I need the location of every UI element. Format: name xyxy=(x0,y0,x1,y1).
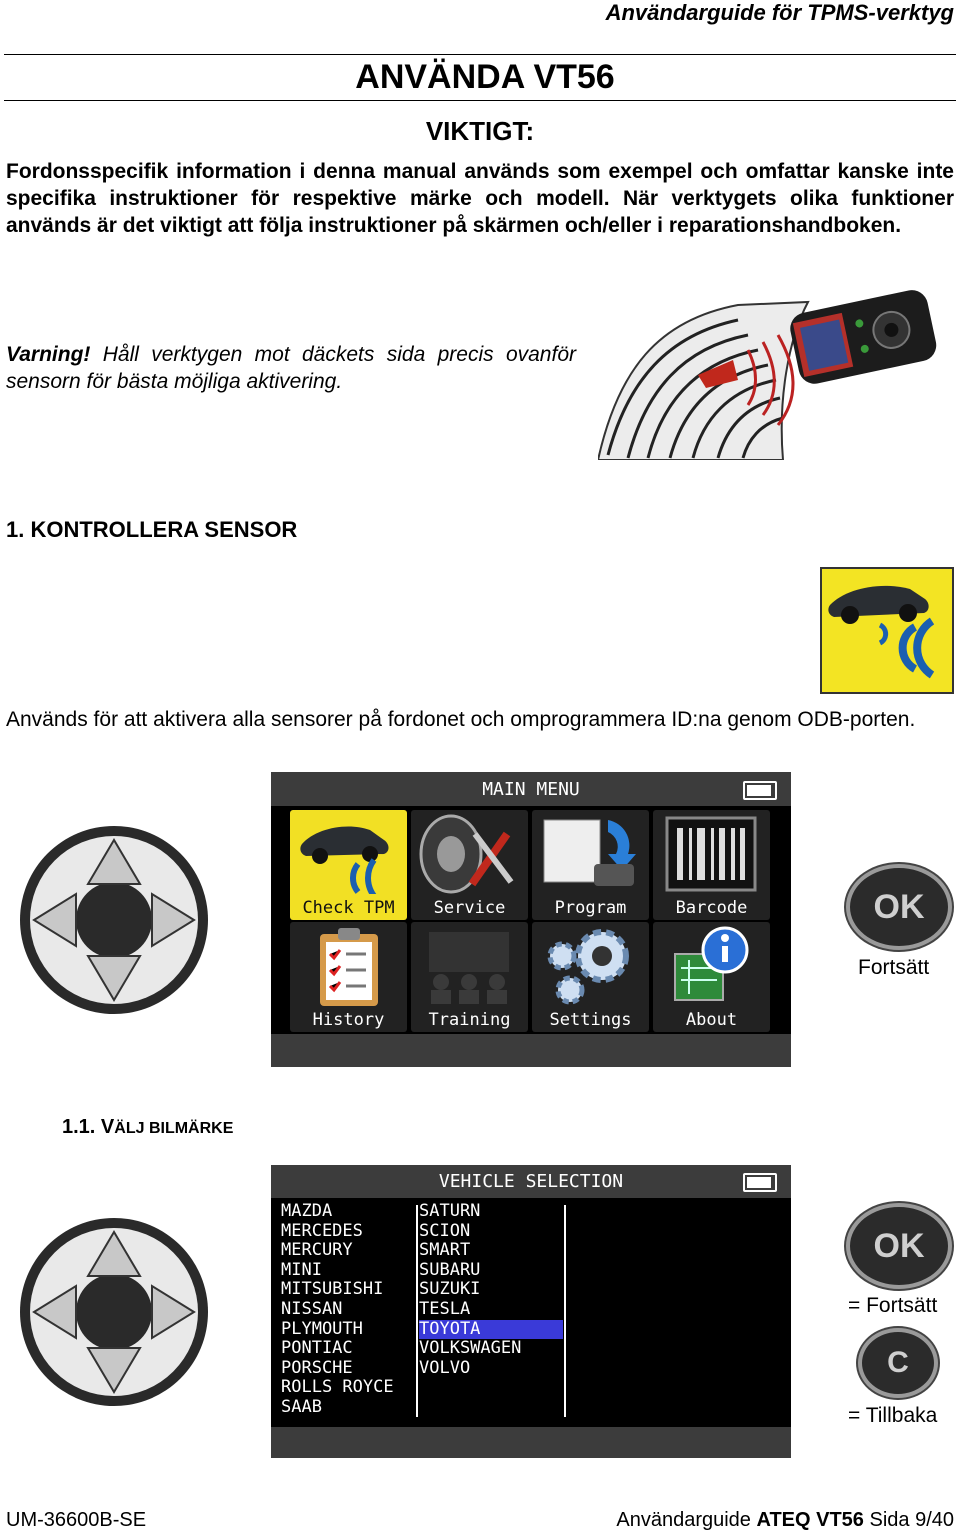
tile-barcode[interactable] xyxy=(653,810,770,920)
brand-list-item-selected[interactable]: TOYOTA xyxy=(419,1320,563,1340)
direction-pad[interactable] xyxy=(12,822,216,1018)
brand-list-item[interactable]: PORSCHE xyxy=(281,1357,353,1378)
gear-icon xyxy=(540,926,640,1008)
vehicle-selection-screen xyxy=(271,1165,791,1458)
tile-label: Service xyxy=(433,898,506,918)
tire-wrench-icon xyxy=(417,814,521,894)
header-title: Användarguide för TPMS-verktyg xyxy=(605,0,954,25)
screen-footer-bar xyxy=(271,1034,791,1067)
brand-list-item[interactable]: MITSUBISHI xyxy=(281,1279,384,1300)
screen-title: VEHICLE SELECTION xyxy=(438,1171,624,1192)
info-icon xyxy=(669,924,759,1008)
footer-page-info xyxy=(616,1509,954,1532)
brand-list-item[interactable]: PLYMOUTH xyxy=(281,1318,363,1339)
tile-label: History xyxy=(312,1010,385,1030)
screen-title: MAIN MENU xyxy=(482,779,580,800)
brand-list-item[interactable]: SUBARU xyxy=(419,1259,481,1280)
brand-list-item[interactable]: ROLLS ROYCE xyxy=(281,1377,394,1398)
back-button[interactable]: C xyxy=(858,1328,938,1398)
brand-list-item[interactable]: NISSAN xyxy=(281,1298,343,1319)
header-rule xyxy=(4,54,956,55)
brand-list-item[interactable]: MERCEDES xyxy=(281,1220,363,1241)
section-title: 1. KONTROLLERA SENSOR xyxy=(6,517,298,542)
battery-icon xyxy=(743,1173,777,1192)
subsection-title-rest: ÄLJ BILMÄRKE xyxy=(114,1120,234,1137)
tile-settings[interactable] xyxy=(532,922,649,1032)
column-divider xyxy=(416,1205,418,1417)
barcode-icon xyxy=(665,816,757,892)
program-icon xyxy=(538,814,642,894)
column-divider xyxy=(564,1205,566,1417)
tile-service[interactable] xyxy=(411,810,528,920)
tire-tool-illustration xyxy=(598,280,940,460)
brand-list-col2 xyxy=(419,1202,563,1378)
footer-doc-id: UM-36600B-SE xyxy=(6,1509,147,1531)
brand-list-col1 xyxy=(281,1202,413,1418)
warning-text: Håll verktygen mot däckets sida precis ovanför sensorn för bästa möjliga aktivering. xyxy=(6,343,576,393)
brand-list-item[interactable]: SCION xyxy=(419,1220,471,1241)
back-caption: = Tillbaka xyxy=(848,1404,938,1427)
tile-check-tpm[interactable] xyxy=(290,810,407,920)
ok-button[interactable]: OK xyxy=(846,1203,952,1289)
tile-label: Check TPM xyxy=(302,898,395,918)
tile-label: Settings xyxy=(549,1010,632,1030)
brand-list-item[interactable]: VOLKSWAGEN xyxy=(419,1338,522,1359)
tile-history[interactable] xyxy=(290,922,407,1032)
important-heading: VIKTIGT: xyxy=(425,116,535,146)
screen-footer-bar xyxy=(271,1427,791,1458)
footer-prefix: Användarguide xyxy=(616,1509,757,1531)
direction-pad[interactable] xyxy=(12,1214,216,1410)
brand-list-item[interactable]: SUZUKI xyxy=(419,1279,481,1300)
brand-list-item[interactable]: SATURN xyxy=(419,1201,481,1221)
important-text: Fordonsspecifik information i denna manual används som exempel och omfattar kanske inte specifika instruktioner för respektive märke och modell. När verktygets olika funktioner används är det viktigt att följa instruktioner på skärmen och/eller i reparationshandboken. xyxy=(6,160,954,237)
battery-icon xyxy=(743,781,777,800)
brand-list-item[interactable]: TESLA xyxy=(419,1298,471,1319)
brand-list-item[interactable]: PONTIAC xyxy=(281,1338,353,1359)
subsection-title xyxy=(62,1116,233,1139)
subsection-number: 1.1. V xyxy=(62,1116,115,1138)
tile-label: Barcode xyxy=(675,898,748,918)
tile-training[interactable] xyxy=(411,922,528,1032)
brand-list-item[interactable]: SMART xyxy=(419,1240,471,1261)
check-tpm-icon xyxy=(820,567,954,694)
tile-label: About xyxy=(685,1010,738,1030)
clipboard-icon xyxy=(316,926,382,1008)
tile-program[interactable] xyxy=(532,810,649,920)
brand-list-item[interactable]: VOLVO xyxy=(419,1357,471,1378)
footer-page: Sida 9/40 xyxy=(863,1509,954,1531)
brand-list-item[interactable]: MINI xyxy=(281,1259,322,1280)
page-title: ANVÄNDA VT56 xyxy=(355,58,615,96)
title-rule xyxy=(4,100,956,101)
warning-paragraph xyxy=(6,341,576,395)
tile-about[interactable] xyxy=(653,922,770,1032)
brand-list-item[interactable]: MERCURY xyxy=(281,1240,353,1261)
main-menu-screen xyxy=(271,772,791,1067)
continue-caption: = Fortsätt xyxy=(848,1294,938,1317)
tile-label: Training xyxy=(428,1010,511,1030)
ok-button[interactable]: OK xyxy=(846,864,952,950)
car-icon xyxy=(298,814,398,894)
brand-list-item[interactable]: SAAB xyxy=(281,1396,322,1417)
footer-product: ATEQ VT56 xyxy=(756,1509,864,1531)
training-icon xyxy=(419,928,519,1006)
brand-list-item[interactable]: MAZDA xyxy=(281,1201,333,1221)
continue-caption: Fortsätt xyxy=(858,956,930,979)
section-description: Används för att aktivera alla sensorer på fordonet och omprogrammera ID:na genom ODB-porten. xyxy=(6,708,916,731)
tile-label: Program xyxy=(554,898,627,918)
warning-label: Varning! xyxy=(6,343,91,366)
